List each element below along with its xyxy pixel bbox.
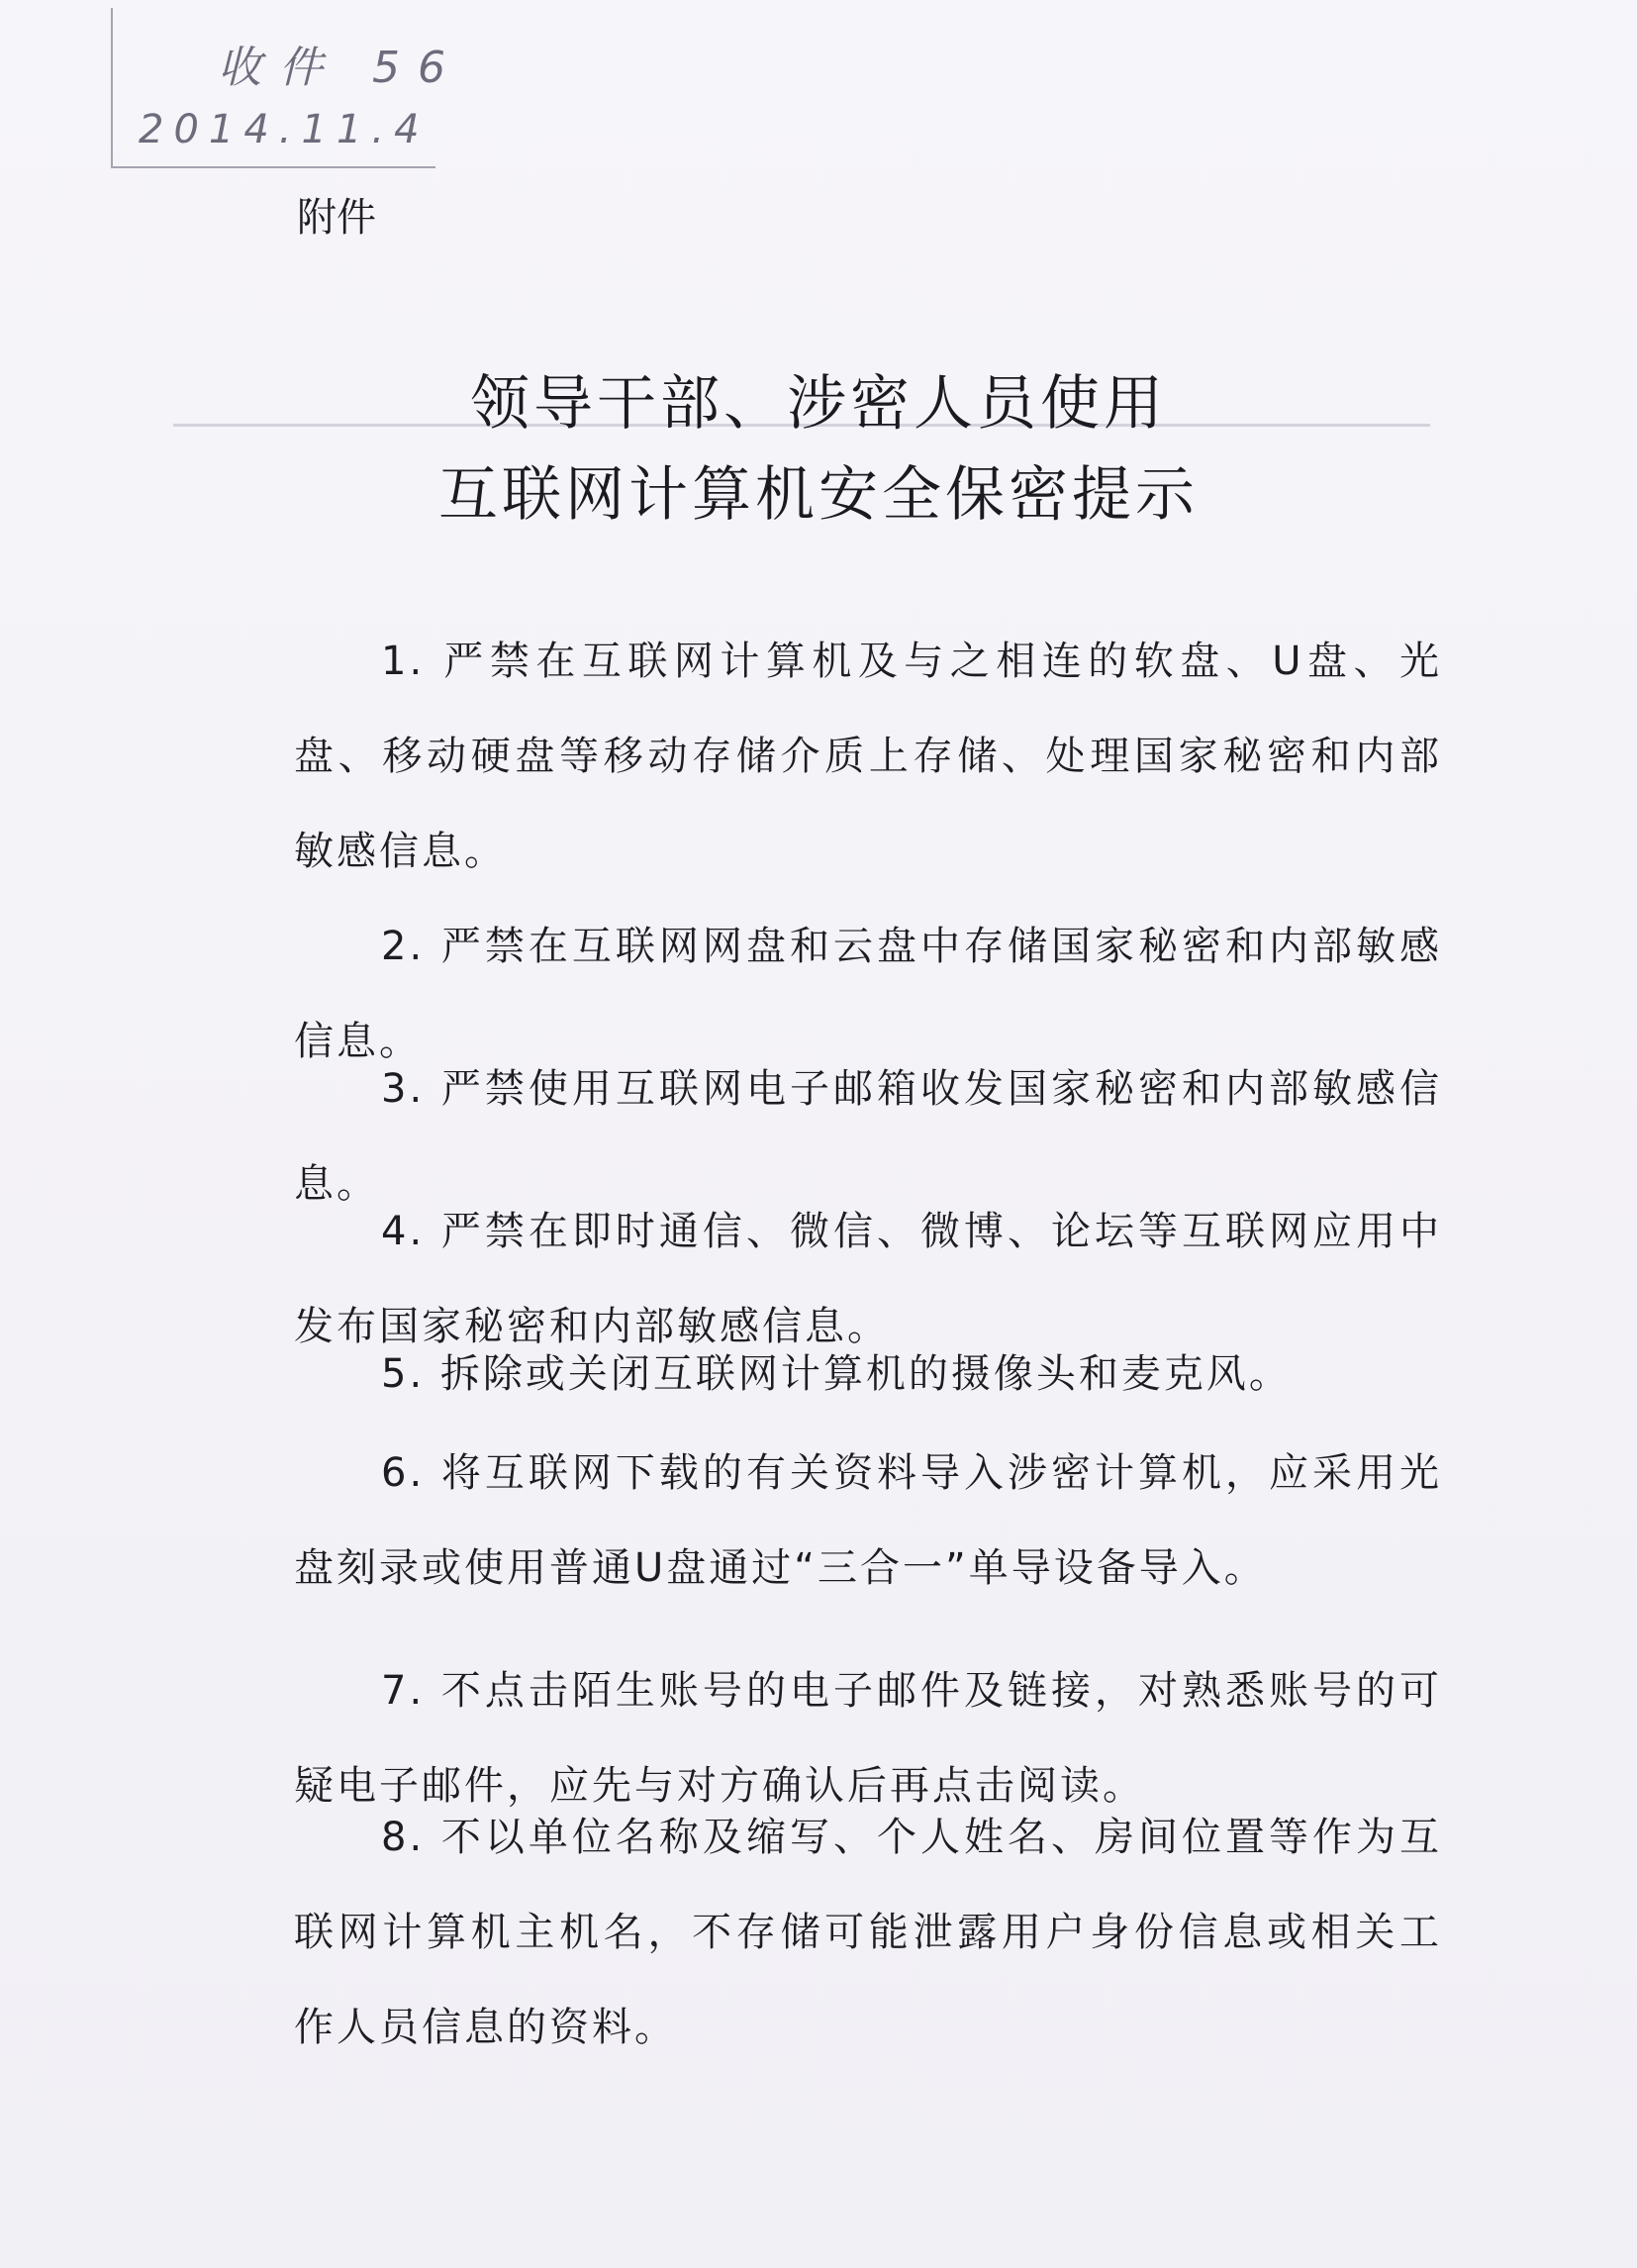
item-text: 拆除或关闭互联网计算机的摄像头和麦克风。	[439, 1351, 1292, 1397]
item-number: 2.	[381, 924, 426, 969]
item-number: 3.	[381, 1066, 426, 1112]
list-item	[294, 1790, 1442, 2075]
document-title-line2: 互联网计算机安全保密提示	[438, 460, 1199, 530]
item-text: 不点击陌生账号的电子邮件及链接，对熟悉账号的可疑电子邮件，应先与对方确认后再点击阅读。	[294, 1668, 1443, 1809]
list-item	[294, 1426, 1442, 1616]
document-title-line1: 领导干部、涉密人员使用	[470, 369, 1167, 439]
item-number: 5.	[381, 1351, 426, 1397]
item-text: 严禁使用互联网电子邮箱收发国家秘密和内部敏感信息。	[294, 1066, 1443, 1207]
item-number: 6.	[381, 1450, 426, 1496]
stamp-handwriting-line2: 2014.11.4	[139, 107, 430, 152]
item-number: 8.	[381, 1815, 426, 1860]
item-text: 严禁在即时通信、微信、微博、论坛等互联网应用中发布国家秘密和内部敏感信息。	[294, 1209, 1443, 1349]
item-text: 将互联网下载的有关资料导入涉密计算机，应采用光盘刻录或使用普通U盘通过“三合一”单导设备导入。	[294, 1450, 1443, 1591]
item-text: 不以单位名称及缩写、个人姓名、房间位置等作为互联网计算机主机名，不存储可能泄露用户身份信息或相关工作人员信息的资料。	[294, 1815, 1443, 2050]
list-item	[294, 1327, 1442, 1422]
item-text: 严禁在互联网网盘和云盘中存储国家秘密和内部敏感信息。	[294, 924, 1443, 1064]
item-text: 严禁在互联网计算机及与之相连的软盘、U盘、光盘、移动硬盘等移动存储介质上存储、处理国家秘密和内部敏感信息。	[294, 639, 1443, 874]
item-number: 4.	[381, 1209, 426, 1254]
stamp-handwriting-line1: 收件 56	[218, 43, 463, 93]
list-item	[294, 614, 1442, 899]
attachment-label: 附件	[297, 195, 376, 241]
item-number: 1.	[381, 639, 426, 684]
item-number: 7.	[381, 1668, 426, 1714]
